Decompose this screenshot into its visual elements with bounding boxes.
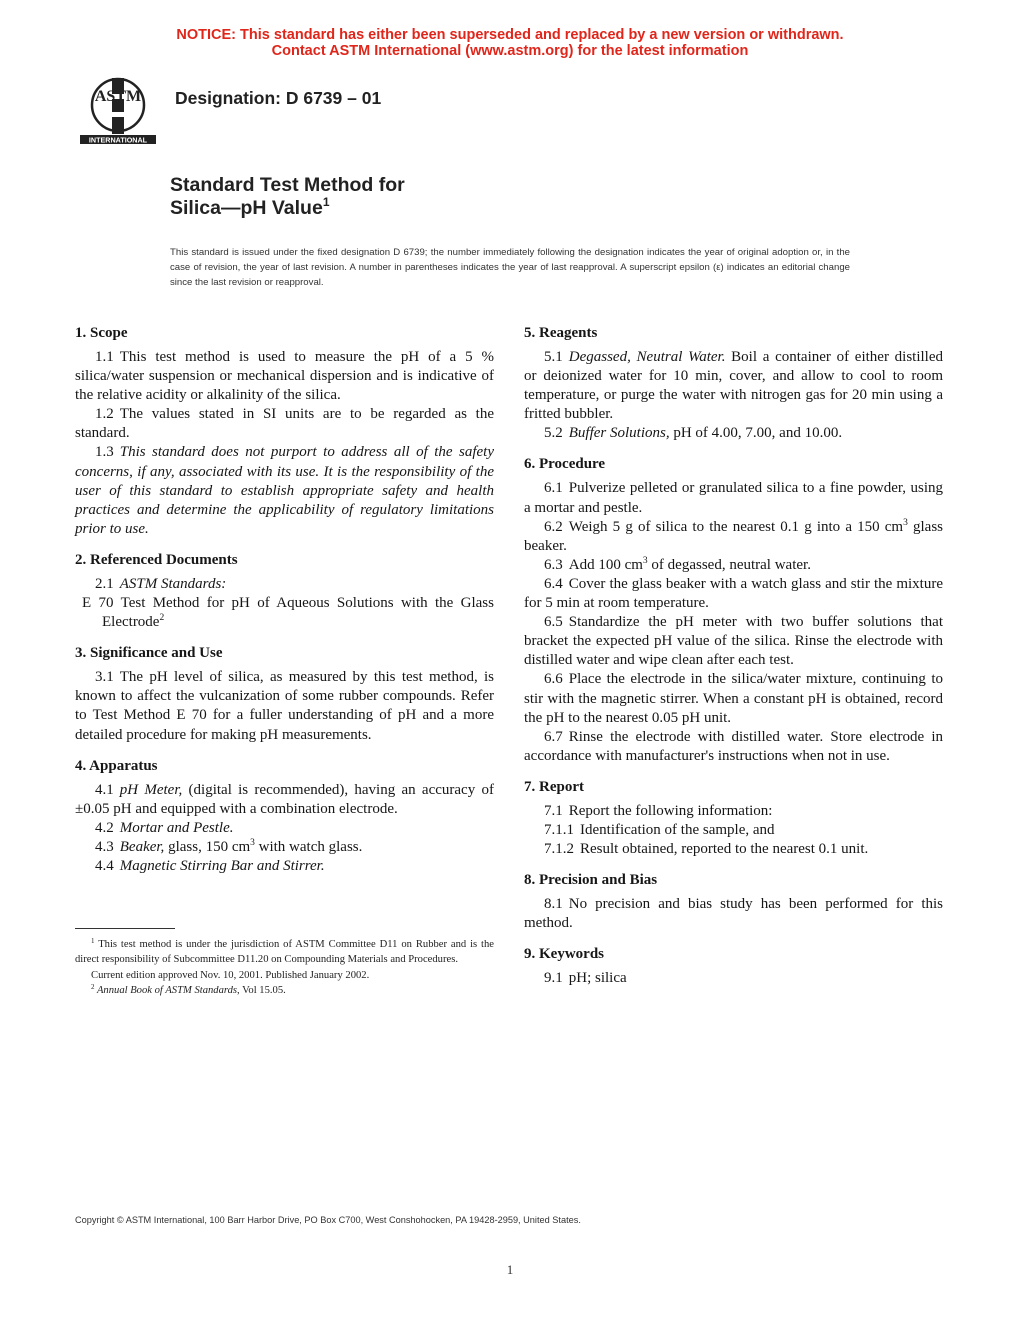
paragraph-6-5: 6.5 Standardize the pH meter with two buffer solutions that bracket the expected pH value of the silica. Rinse the electrode with distilled water and wipe clean after each test. bbox=[524, 614, 943, 669]
section-scope bbox=[75, 323, 494, 539]
paragraph-7-1: 7.1 Report the following information: bbox=[544, 802, 773, 819]
paragraph-9-1: 9.1 pH; silica bbox=[544, 970, 627, 987]
document-title bbox=[170, 174, 405, 220]
right-column bbox=[524, 323, 943, 988]
title-line-1: Standard Test Method for bbox=[170, 174, 405, 196]
footnote-1: $^1$ This test method is under the jurisdiction of ASTM Committee D11 on Rubber and is the direct responsibility of Subcommittee D11.20 on Compounding Materials and Procedures. bbox=[75, 937, 494, 966]
section-heading: 8. Precision and Bias bbox=[524, 872, 658, 889]
paragraph-7-1-1: 7.1.1 Identification of the sample, and bbox=[544, 821, 775, 838]
paragraph-6-4: 6.4 Cover the glass beaker with a watch glass and stir the mixture for 5 min at room temperature. bbox=[524, 575, 943, 612]
paragraph-8-1: 8.1 No precision and bias study has been performed for this method. bbox=[524, 896, 943, 932]
section-heading: 6. Procedure bbox=[524, 456, 606, 473]
paragraph-4-2: 4.2 Mortar and Pestle. bbox=[95, 819, 234, 836]
section-procedure bbox=[524, 454, 943, 765]
paragraph-5-1: 5.1 Degassed, Neutral Water. Boil a container of either distilled or deionized water for 10 min, cover, and allow to cool to room temperature, or purge the water with nitrogen gas for 20 min using a fritted bubbler. bbox=[524, 349, 943, 423]
notice-line-2: Contact ASTM International (www.astm.org) for the latest information bbox=[271, 43, 749, 59]
paragraph-4-1: 4.1 pH Meter, (digital is recommended), having an accuracy of ±0.05 pH and equipped with a combination electrode. bbox=[75, 781, 494, 817]
section-report bbox=[524, 777, 943, 859]
paragraph-3-1: 3.1 The pH level of silica, as measured by this test method, is known to affect the vulcanization of some rubber compounds. Refer to Test Method E 70 for a fuller understanding of pH and a more detailed procedure for making pH measurements. bbox=[75, 669, 494, 743]
paragraph-4-3: 4.3 Beaker, glass, 150 $cm^3$ with watch glass. bbox=[95, 837, 363, 855]
designation: Designation: D 6739 – 01 bbox=[175, 88, 382, 108]
paragraph-5-2: 5.2 Buffer Solutions, pH of 4.00, 7.00, and 10.00. bbox=[544, 425, 843, 442]
preamble: This standard is issued under the fixed designation D 6739; the number immediately following the designation indicates the year of original adoption or, in the case of revision, the year of last revision. A number in parentheses indicates the year of last reapproval. A superscript epsilon (ε) indicates an editorial change since the last revision or reapproval. bbox=[170, 247, 850, 288]
paragraph-1-2: 1.2 The values stated in SI units are to be regarded as the standard. bbox=[75, 406, 494, 442]
title-line-2: Silica—pH Value$^1$ bbox=[170, 195, 330, 219]
section-heading: 9. Keywords bbox=[524, 946, 604, 963]
referenced-standard-e70: E 70 Test Method for pH of Aqueous Solutions with the Glass Electrode$^2$ bbox=[82, 595, 494, 631]
left-column bbox=[75, 323, 494, 876]
paragraph-1-3: 1.3 This standard does not purport to address all of the safety concerns, if any, associated with its use. It is the responsibility of the user of this standard to establish appropriate safety and health practices and determine the applicability of regulatory limitations prior to use. bbox=[75, 444, 494, 537]
paragraph-6-3: 6.3 Add 100 $cm^3$ of degassed, neutral water. bbox=[544, 555, 811, 573]
section-heading: 7. Report bbox=[524, 778, 584, 795]
section-apparatus bbox=[75, 756, 494, 876]
footnote-1-approval: Current edition approved Nov. 10, 2001. Published January 2002. bbox=[91, 969, 370, 981]
title-footnote-mark: 1 bbox=[322, 195, 330, 209]
footnote-2: $^2$ Annual Book of ASTM Standards, Vol 15.05. bbox=[91, 983, 286, 997]
section-precision-bias bbox=[524, 870, 943, 933]
paragraph-6-6: 6.6 Place the electrode in the silica/water mixture, continuing to stir with the magnetic stirrer. When a constant pH is obtained, record the pH to the nearest 0.05 pH unit. bbox=[524, 671, 943, 726]
footnotes bbox=[75, 937, 494, 999]
section-heading: 3. Significance and Use bbox=[75, 645, 223, 662]
section-heading: 4. Apparatus bbox=[75, 757, 158, 774]
paragraph-4-4: 4.4 Magnetic Stirring Bar and Stirrer. bbox=[95, 857, 325, 874]
notice-banner bbox=[0, 27, 1020, 59]
paragraph-6-1: 6.1 Pulverize pelleted or granulated silica to a fine powder, using a mortar and pestle. bbox=[524, 480, 943, 516]
logo-caption: INTERNATIONAL bbox=[88, 135, 148, 145]
astm-logo bbox=[76, 72, 160, 148]
notice-line-1: NOTICE: This standard has either been superseded and replaced by a new version or withdrawn. bbox=[176, 27, 844, 43]
paragraph-7-1-2: 7.1.2 Result obtained, reported to the nearest 0.1 unit. bbox=[544, 841, 869, 858]
paragraph-2-1: 2.1 ASTM Standards: bbox=[95, 575, 227, 592]
paragraph-6-7: 6.7 Rinse the electrode with distilled water. Store electrode in accordance with manufacturer's instructions when not in use. bbox=[524, 728, 943, 764]
astm-logo-icon bbox=[76, 72, 160, 148]
section-keywords bbox=[524, 944, 943, 988]
footnote-divider bbox=[75, 928, 175, 929]
section-heading: 1. Scope bbox=[75, 325, 128, 341]
logo-letters: ASTM bbox=[94, 88, 142, 105]
section-significance bbox=[75, 643, 494, 744]
section-referenced-documents bbox=[75, 550, 494, 632]
section-heading: 2. Referenced Documents bbox=[75, 551, 238, 568]
paragraph-6-2: 6.2 Weigh 5 g of silica to the nearest 0.1 g into a 150 $cm^3$ glass beaker. bbox=[524, 517, 944, 554]
copyright: Copyright © ASTM International, 100 Barr Harbor Drive, PO Box C700, West Conshohocken, PA 19428-2959, United States. bbox=[75, 1215, 581, 1225]
section-heading: 5. Reagents bbox=[524, 325, 598, 341]
page-number: 1 bbox=[506, 1262, 514, 1277]
paragraph-1-1: 1.1 This test method is used to measure the pH of a 5 % silica/water suspension or mechanical dispersion and is indicative of the relative acidity or alkalinity of the silica. bbox=[75, 349, 494, 404]
section-reagents bbox=[524, 323, 943, 443]
